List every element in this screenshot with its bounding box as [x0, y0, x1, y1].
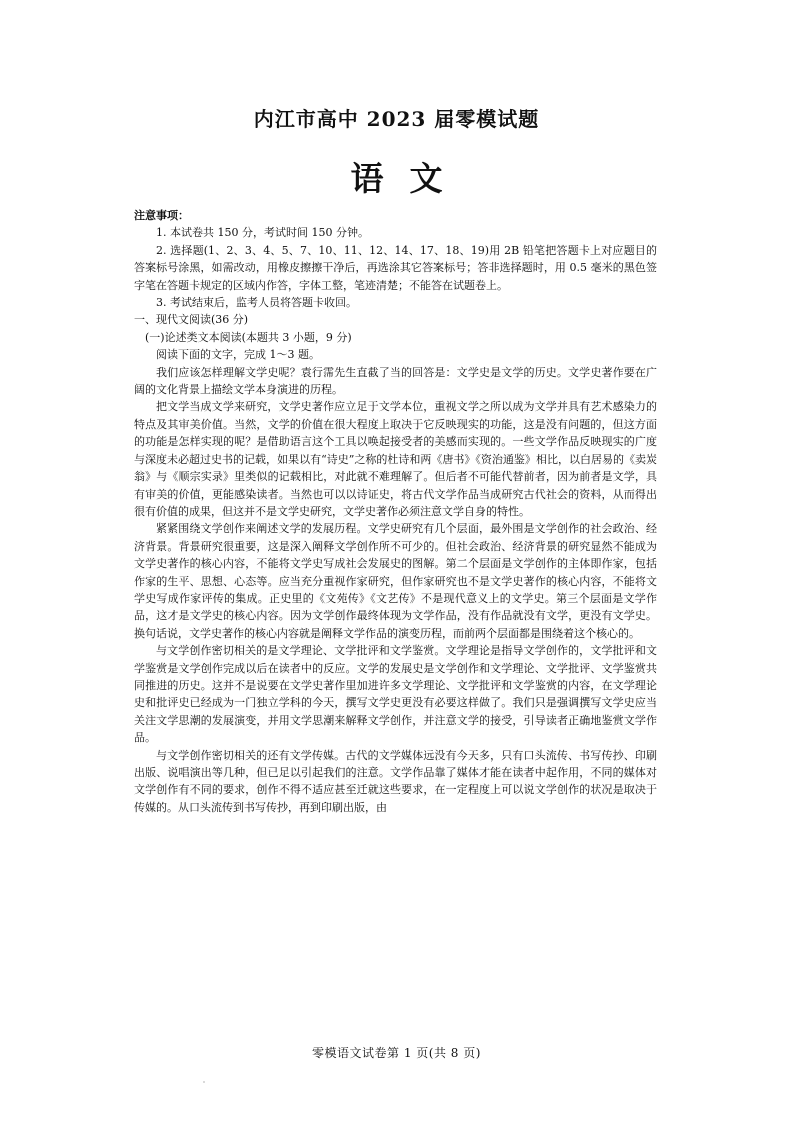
- page-body: [134, 207, 657, 816]
- notice-item-3: 3. 考试结束后，监考人员将答题卡收回。: [156, 296, 357, 310]
- exam-title: 内江市高中 2023 届零模试题: [253, 107, 540, 131]
- passage-paragraph-2: 把文学当成文学来研究，文学史著作应立足于文学本位，重视文学之所以成为文学并具有艺术感染力的特点及其审美价值。当然，文学的价值在很大程度上取决于它反映现实的功能，这是没有问题的，但这方面的功能是怎样实现的呢？是借助语言这个工具以唤起接受者的美感而实现的。一些文学作品反映现实的广度与深度未必超过史书的记载，如果以有“诗史”之称的杜诗和两《唐书》《资治通鉴》相比，以白居易的《卖炭翁》与《顺宗实录》里类似的记载相比，对此就不难理解了。但后者不可能代替前者，因为前者是文学，具有审美的价值，更能感染读者。当然也可以以诗证史，将古代文学作品当成研究古代社会的资料，从而得出很有价值的成果，但这并不是文学史研究，文学史著作必须注意文学自身的特性。: [134, 400, 657, 518]
- subject-title: 语文: [350, 159, 469, 198]
- subsection-heading: (一)论述类文本阅读(本题共 3 小题，9 分): [145, 330, 352, 344]
- notice-item-2: 2. 选择题(1、2、3、4、5、7、10、11、12、14、17、18、19)用 2B 铅笔把答题卡上对应题目的答案标号涂黑，如需改动，用橡皮擦擦干净后，再选涂其它答案标号；答非选择题时，用 0.5 毫米的黑色签字笔在答题卡规定的区域内作答，字体工整，笔迹清楚；不能答在试题卷上。: [134, 243, 657, 292]
- scan-speck: [203, 1081, 205, 1083]
- passage-paragraph-4: 与文学创作密切相关的是文学理论、文学批评和文学鉴赏。文学理论是指导文学创作的，文学批评和文学鉴赏是文学创作完成以后在读者中的反应。文学的发展史是文学创作和文学理论、文学批评、文学鉴赏共同推进的历史。这并不是说要在文学史著作里加进许多文学理论、文学批评和文学鉴赏的内容，在文学理论史和批评史已经成为一门独立学科的今天，撰写文学史更没有必要这样做了。我们只是强调撰写文学史应当关注文学思潮的发展演变，并用文学思潮来解释文学创作，并注意文学的接受，引导读者正确地鉴赏文学作品。: [134, 644, 657, 745]
- section-heading: 一、现代文阅读(36 分): [134, 313, 249, 327]
- passage-paragraph-5: 与文学创作密切相关的还有文学传媒。古代的文学媒体远没有今天多，只有口头流传、书写传抄、印刷出版、说唱演出等几种，但已足以引起我们的注意。文学作品靠了媒体才能在读者中起作用，不同的媒体对文学创作有不同的要求，创作不得不适应甚至迁就这些要求，在一定程度上可以说文学创作的状况是取决于传媒的。从口头流传到书写传抄，再到印刷出版，由: [134, 748, 657, 814]
- passage-paragraph-3: 紧紧围绕文学创作来阐述文学的发展历程。文学史研究有几个层面，最外围是文学创作的社会政治、经济背景。背景研究很重要，这是深入阐释文学创作所不可少的。但社会政治、经济背景的研究显然不能成为文学史著作的核心内容，不能将文学史写成社会发展史的图解。第二个层面是文学创作的主体即作家，包括作家的生平、思想、心态等。应当充分重视作家研究，但作家研究也不是文学史著作的核心内容，不能将文学史写成作家评传的集成。正史里的《文苑传》《文艺传》不是现代意义上的文学史。第三个层面是文学作品，这才是文学史的核心内容。因为文学创作最终体现为文学作品，没有作品就没有文学，更没有文学史。换句话说，文学史著作的核心内容就是阐释文学作品的演变历程，而前两个层面都是围绕着这个核心的。: [134, 522, 657, 640]
- reading-instruction: 阅读下面的文字，完成 1～3 题。: [156, 348, 320, 362]
- notice-heading: 注意事项：: [134, 209, 189, 222]
- passage-paragraph-1: 我们应该怎样理解文学史呢？袁行霈先生直截了当的回答是：文学史是文学的历史。文学史著作要在广阔的文化背景上描绘文学本身演进的历程。: [134, 365, 657, 397]
- page-footer: 零模语文试卷第 1 页(共 8 页): [312, 1046, 481, 1060]
- notice-item-1: 1. 本试卷共 150 分，考试时间 150 分钟。: [156, 226, 369, 240]
